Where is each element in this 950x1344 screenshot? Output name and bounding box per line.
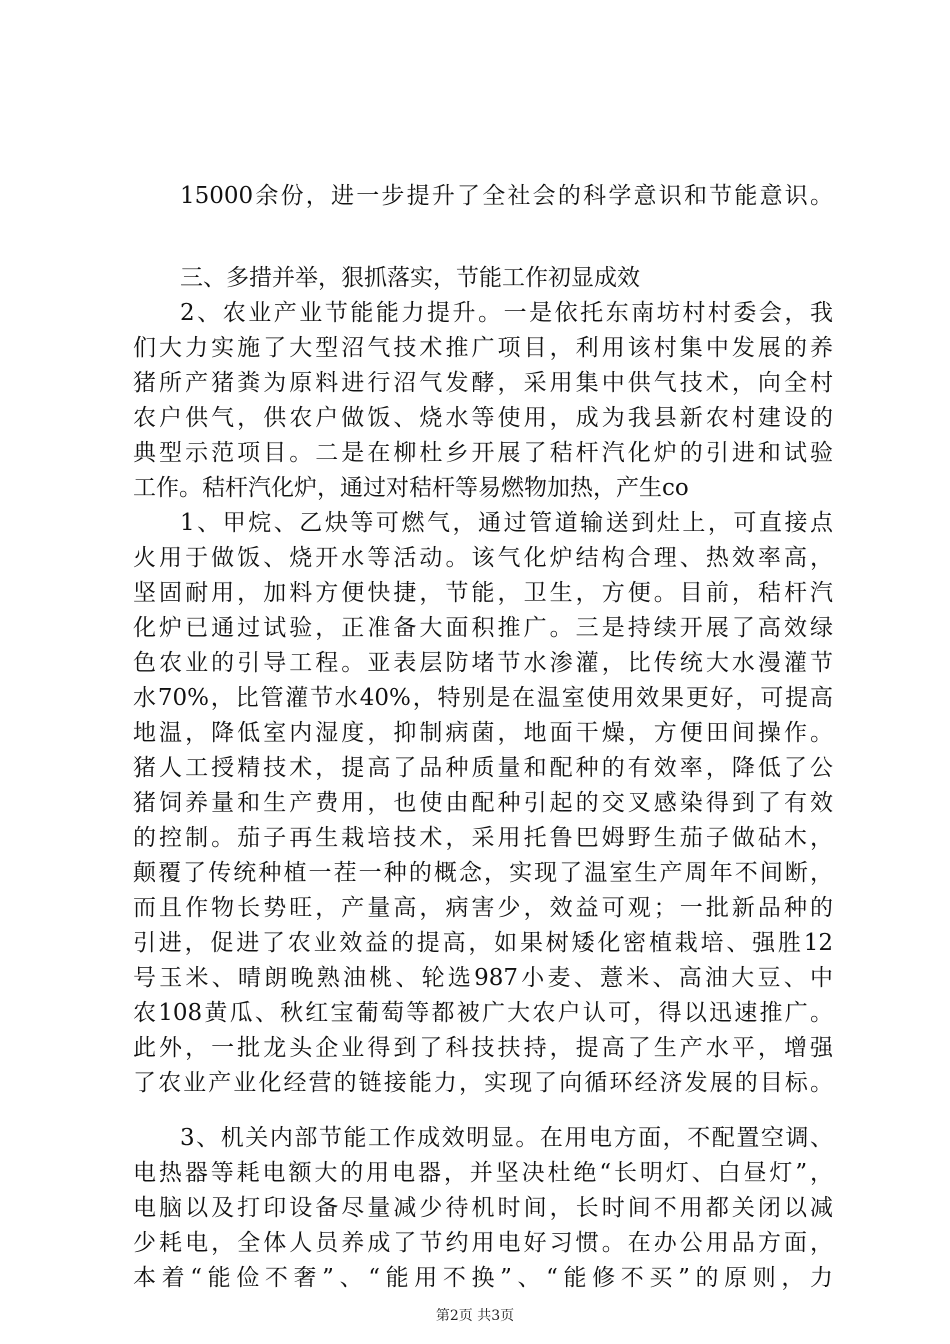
paragraph-line: 颠覆了传统种植一茬一种的概念，实现了温室生产周年不间断， bbox=[133, 860, 833, 886]
section-heading: 三、多措并举，狠抓落实，节能工作初显成效 bbox=[180, 265, 640, 291]
paragraph-line: 地温，降低室内湿度，抑制病菌，地面干燥，方便田间操作。 bbox=[133, 720, 833, 746]
paragraph-line: 坚固耐用，加料方便快捷，节能，卫生，方便。目前，秸杆汽 bbox=[133, 580, 833, 606]
paragraph-line: 猪所产猪粪为原料进行沼气发酵，采用集中供气技术，向全村 bbox=[133, 370, 833, 396]
paragraph-line: 色农业的引导工程。亚表层防堵节水渗灌，比传统大水漫灌节 bbox=[133, 650, 833, 676]
paragraph-line: 1、甲烷、乙炔等可燃气，通过管道输送到灶上，可直接点 bbox=[180, 510, 833, 536]
paragraph-line: 的控制。茄子再生栽培技术，采用托鲁巴姆野生茄子做砧木， bbox=[133, 825, 833, 851]
paragraph-line: 引进，促进了农业效益的提高，如果树矮化密植栽培、强胜12 bbox=[133, 930, 833, 956]
paragraph-line: 了农业产业化经营的链接能力，实现了向循环经济发展的目标。 bbox=[133, 1070, 833, 1096]
paragraph-line: 火用于做饭、烧开水等活动。该气化炉结构合理、热效率高， bbox=[133, 545, 833, 571]
paragraph-line: 猪饲养量和生产费用，也使由配种引起的交叉感染得到了有效 bbox=[133, 790, 833, 816]
paragraph-line: 号玉米、晴朗晚熟油桃、轮选987小麦、薏米、高油大豆、中 bbox=[133, 965, 833, 991]
paragraph-line: 猪人工授精技术，提高了品种质量和配种的有效率，降低了公 bbox=[133, 755, 833, 781]
paragraph-line: 工作。秸杆汽化炉，通过对秸杆等易燃物加热，产生co bbox=[133, 475, 689, 501]
paragraph-line: 此外，一批龙头企业得到了科技扶持，提高了生产水平，增强 bbox=[133, 1035, 833, 1061]
paragraph-line: 典型示范项目。二是在柳杜乡开展了秸杆汽化炉的引进和试验 bbox=[133, 440, 833, 466]
paragraph-line: 们大力实施了大型沼气技术推广项目，利用该村集中发展的养 bbox=[133, 335, 833, 361]
paragraph-line: 电脑以及打印设备尽量减少待机时间，长时间不用都关闭以减 bbox=[133, 1195, 833, 1221]
paragraph-line: 3、机关内部节能工作成效明显。在用电方面，不配置空调、 bbox=[180, 1125, 833, 1151]
paragraph-line: 农户供气，供农户做饭、烧水等使用，成为我县新农村建设的 bbox=[133, 405, 833, 431]
paragraph-line: 2、农业产业节能能力提升。一是依托东南坊村村委会，我 bbox=[180, 300, 833, 326]
paragraph-line: 化炉已通过试验，正准备大面积推广。三是持续开展了高效绿 bbox=[133, 615, 833, 641]
paragraph-line: 而且作物长势旺，产量高，病害少，效益可观；一批新品种的 bbox=[133, 895, 833, 921]
paragraph-line: 农108黄瓜、秋红宝葡萄等都被广大农户认可，得以迅速推广。 bbox=[133, 1000, 833, 1026]
page-footer: 第2页 共3页 bbox=[435, 1308, 515, 1324]
paragraph-line: 少耗电，全体人员养成了节约用电好习惯。在办公用品方面， bbox=[133, 1230, 833, 1256]
paragraph-line: 本着“能俭不奢”、“能用不换”、“能修不买”的原则，力 bbox=[133, 1265, 833, 1291]
paragraph-line: 电热器等耗电额大的用电器，并坚决杜绝“长明灯、白昼灯”， bbox=[133, 1160, 833, 1186]
paragraph-line: 15000余份，进一步提升了全社会的科学意识和节能意识。 bbox=[180, 183, 833, 209]
paragraph-line: 水70%，比管灌节水40%，特别是在温室使用效果更好，可提高 bbox=[133, 685, 833, 711]
